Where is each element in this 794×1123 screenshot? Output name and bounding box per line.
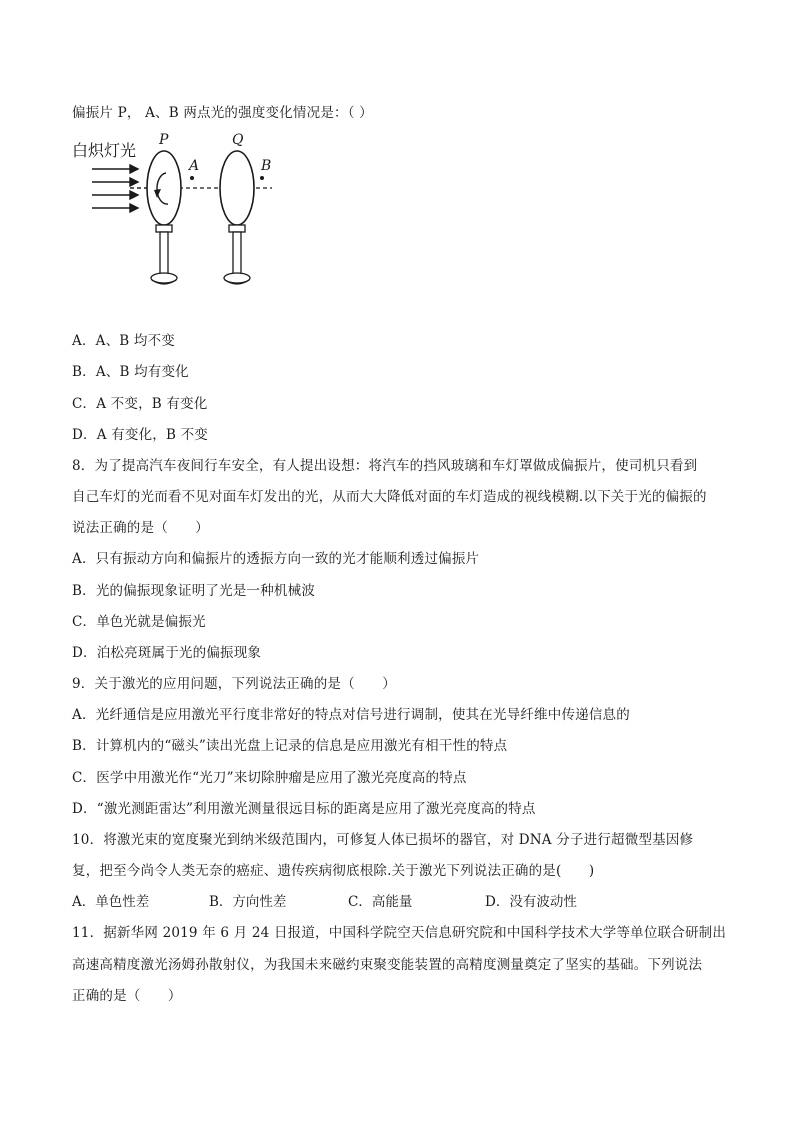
q11-stem-line-2: 高速高精度激光汤姆孙散射仪，为我国未来磁约束聚变能装置的高精度测量奠定了坚实的基础。下列说法	[72, 957, 703, 973]
q9-option-c: C．医学中用激光作“光刀”来切除肿瘤是应用了激光亮度高的特点	[72, 770, 467, 786]
q8-option-a: A．只有振动方向和偏振片的透振方向一致的光才能顺利透过偏振片	[72, 551, 480, 567]
figure-light-label: 白炽灯光	[72, 141, 137, 160]
q10-option-d: D．没有波动性	[485, 894, 577, 910]
q8-stem-line-2: 自己车灯的光而看不见对面车灯发出的光，从而大大降低对面的车灯造成的视线模糊.以下关于光的偏振的	[72, 489, 707, 505]
q10-option-b: B．方向性差	[209, 894, 287, 910]
q10-option-c: C．高能量	[348, 894, 413, 910]
q10-option-a: A．单色性差	[72, 894, 150, 910]
point-b	[260, 176, 264, 180]
q8-stem-line-1: 8．为了提高汽车夜间行车安全，有人提出设想：将汽车的挡风玻璃和车灯罩做成偏振片，使司机只看到	[72, 458, 698, 474]
q7-option-d: D．A 有变化，B 不变	[72, 427, 208, 443]
q9-stem: 9．关于激光的应用问题，下列说法正确的是（ ）	[72, 676, 396, 692]
label-b: B	[261, 158, 272, 174]
polarizer-q	[220, 132, 254, 284]
q10-stem-line-1: 10．将激光束的宽度聚光到纳米级范围内，可修复人体已损坏的器官，对 DNA 分子进行超微型基因修	[72, 832, 694, 848]
q7-stem-tail: 偏振片 P， A、B 两点光的强度变化情况是：（ ）	[72, 105, 373, 121]
q11-stem-line-3: 正确的是（ ）	[72, 988, 182, 1004]
label-q: Q	[232, 132, 244, 148]
q8-option-d: D．泊松亮斑属于光的偏振现象	[72, 645, 262, 661]
label-p: P	[159, 132, 169, 148]
q7-option-a: A．A、B 均不变	[72, 333, 176, 349]
q7-option-b: B．A、B 均有变化	[72, 364, 189, 380]
point-a	[190, 176, 194, 180]
q11-stem-line-1: 11．据新华网 2019 年 6 月 24 日报道，中国科学院空天信息研究院和中国科学技术大学等单位联合研制出	[72, 925, 727, 941]
q10-stem-line-2: 复，把至今尚令人类无奈的癌症、遗传疾病彻底根除.关于激光下列说法正确的是( )	[72, 863, 595, 879]
q8-stem-line-3: 说法正确的是（ ）	[72, 520, 209, 536]
q8-option-b: B．光的偏振现象证明了光是一种机械波	[72, 583, 316, 599]
polarizer-figure	[72, 128, 287, 298]
label-a: A	[189, 158, 200, 174]
q9-option-a: A．光纤通信是应用激光平行度非常好的特点对信号进行调制，使其在光导纤维中传递信息的	[72, 707, 630, 723]
q9-option-d: D．“激光测距雷达”利用激光测量很远目标的距离是应用了激光亮度高的特点	[72, 801, 536, 817]
q9-option-b: B．计算机内的“磁头”读出光盘上记录的信息是应用激光有相干性的特点	[72, 738, 508, 754]
q8-option-c: C．单色光就是偏振光	[72, 614, 206, 630]
q7-option-c: C．A 不变，B 有变化	[72, 396, 208, 412]
